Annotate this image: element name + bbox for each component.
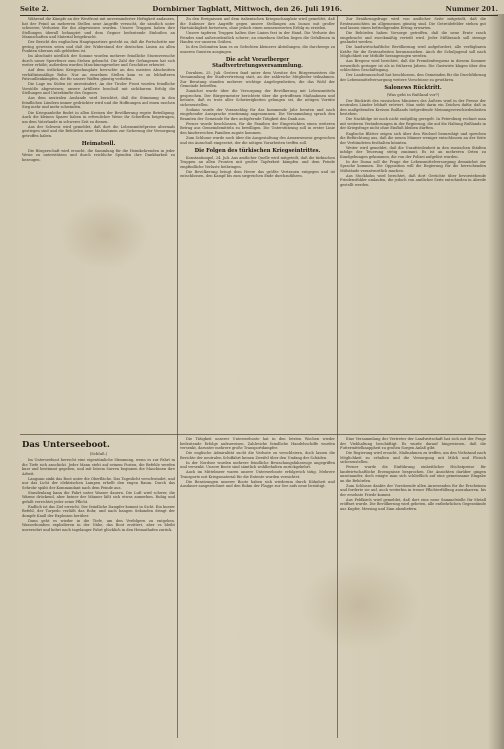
page-header [20,3,498,16]
paragraph: Die Bevölkerung bringt dem Heere das größte Vertrauen entgegen und ist entschlossen, den Kampf bis zum siegreichen Ende durchzuführen. [180,169,335,179]
article-heading: Die acht Vorarlberger Stadtvertretungsversammlung. [212,56,303,69]
article-heading: Heimatsoll. [81,140,116,147]
paragraph: Ferner wurde die Einführung einheitlicher Höchstpreise für landwirtschaftliche Erzeugnisse besprochen. Die Ansichten darüber gingen auseinander, doch einigte man sich schließlich auf eine gemeinsame Eingabe an die Behörden. [340,465,486,483]
paragraph: In der Nordsee wurden mehrere feindliche Bewachungsfahrzeuge angegriffen und versenkt. Unsere Boote sind sämtlich wohlbehalten zurückgekehrt. [180,460,335,470]
paragraph: Die Tätigkeit unserer Unterseeboote hat in den letzten Wochen wieder bedeutende Erfolge aufzuweisen. Zahlreiche feindliche Handelsschiffe wurden versenkt, darunter mehrere große Transportdampfer. [180,437,335,450]
paragraph: Ferner wurde beschlossen, für die Familien der Eingerückten einen weiteren Betrag aus Gemeindemitteln zu bewilligen. Die Unterstützung soll in erster Linie den kinderreichen Familien zugute kommen. [180,121,335,135]
feuilleton-title: Das Unterseeboot. [22,440,110,450]
article-heading: Salonews Rücktritt. [384,84,442,91]
paragraph: Die Lage im Süden ist unverändert. An der Tiroler Front wurden feindliche Vorstöße abgewiesen; unsere Artillerie beschoß mit sichtbarem Erfolg die Stellungen und Unterkünfte des Gegners. [22,82,175,96]
paragraph: In der Duma soll die Frage der Lebensmittelversorgung demnächst zur Sprache kommen. Die Opposition will die Regierung für die herrschenden Mißstände verantwortlich machen. [340,159,486,173]
paragraph: Aus Stockholm wird berichtet, daß dort Gerüchte über bevorstehende Friedensfühler umlaufen, die jedoch von amtlicher Seite entschieden in Abrede gestellt werden. [340,173,486,187]
paragraph: Die Besatzungen unserer Boote haben sich wiederum durch Kühnheit und Ausdauer ausgezeichnet und den Ruhm der Flagge zur See aufs neue bestätigt. [180,479,335,489]
paragraph: Aus Feldkirch wird gemeldet, daß dort eine neue Sammelstelle für Metall eröffnet wurde. Die Bevölkerung wird gebeten, alle entbehrlichen Gegenstände aus Kupfer, Messing und Zinn abzuliefern. [340,497,486,511]
paper-stain [60,200,150,270]
article-heading: Die Folgen des türkischen Kriegseintrittes. [194,147,321,154]
paragraph: Die Bürgerschaft wird ersucht, die Sammlung für die Heimkehrenden in jeder Weise zu unterstützen und durch reichliche Spenden ihre Dankbarkeit zu bezeugen. [22,148,175,162]
paragraph: Der Bericht des englischen Hauptquartiers gesteht zu, daß die Fortschritte nur gering gewesen seien und daß der Widerstand der deutschen Linien an allen Punkten überaus zäh geblieben ist. [22,40,175,54]
article-body [340,146,486,188]
feuilleton-subtitle: (Schluß.) [89,451,108,456]
paragraph: Aus Bregenz wird berichtet, daß die Fremdenfrequenz in diesem Sommer wesentlich geringer ist als in früheren Jahren. Die Gastwirte klagen über den schlechten Geschäftsgang. [340,59,486,73]
paragraph: Aus der Schweiz wird gemeldet, daß dort die Lebensmittelpreise abermals gestiegen sind und die Behörden neue Maßnahmen zur Sicherung der Versorgung getroffen haben. [22,124,175,138]
column-4-bottom [22,437,175,737]
page-number: Seite 2. [20,5,49,13]
paragraph: Die Regierung wird ersucht, Maßnahmen zu treffen, um den Viehstand nach Möglichkeit zu erhalten und die Versorgung mit Milch und Fleisch sicherzustellen. [340,451,486,465]
article-body [180,156,335,179]
article-body [22,458,175,532]
paragraph: Zunächst wurde über die Versorgung der Bevölkerung mit Lebensmitteln gesprochen. Der Bürgermeister berichtete über die getroffenen Maßnahmen und betonte, daß es trotz aller Schwierigkeiten gelungen sei, die nötigen Vorräte sicherzustellen. [180,89,335,107]
paragraph: Englische Blätter zeigen sich über den Wechsel beunruhigt und sprechen die Befürchtung aus, daß die neuen Männer weniger entschlossen an der Seite der Verbündeten festhalten könnten. [340,131,486,145]
article-body [340,17,486,82]
paragraph: Zum Schlusse dankte der Vorsitzende allen Anwesenden für ihr Erscheinen und forderte sie auf, auch weiterhin in treuer Pflichterfüllung auszuharren, bis der ersehnte Friede kommt. [340,483,486,497]
issue-number: Nummer 201. [445,5,498,13]
paragraph: Endlich ist das Ziel erreicht. Der feindliche Dampfer kommt in Sicht. Ein kurzer Befehl, der Torpedo verläßt das Rohr, und nach bangen Sekunden dringt der dumpfe Knall der Explosion herüber. [22,504,175,518]
paragraph: Im Abschnitt nördlich der Somme wurden mehrere feindliche Sturmversuche durch unser Sperrfeuer zum Stehen gebracht. Die Zahl der Gefangenen hat sich weiter erhöht; außerdem wurden Maschinengewehre und Geschütze erbeutet. [22,54,175,68]
page-crease-shadow [488,14,504,749]
paragraph: Während die Kämpfe an der Westfront mit unverminderter Heftigkeit andauern, hat der Feind an mehreren Stellen neue Angriffe versucht, die sämtlich unter schweren Verlusten für ihn abgewiesen wurden. Unsere Truppen haben ihre Stellungen überall behauptet und dem Gegner bedeutende Einbußen an Mannschaften und Material beigebracht. [22,17,175,39]
paragraph: Die landwirtschaftliche Bevölkerung wird aufgefordert, alle verfügbaren Kräfte für die Erntearbeiten heranzuziehen. Auch die Schuljugend soll nach Möglichkeit zur Mithilfe herangezogen werden. [340,45,486,59]
paragraph: Die Kriegsanleihe findet in allen Kreisen der Bevölkerung regste Beteiligung. Auch die kleinen Sparer haben in erfreulicher Weise ihr Scherflein beigetragen, um dem Vaterlande in schwerer Zeit zu dienen. [22,110,175,124]
paragraph: Langsam sinkt das Boot unter die Oberfläche. Das Tageslicht verschwindet, und nur das Licht der elektrischen Lampen erhellt den engen Raum. Durch das Sehrohr späht der Kommandant nach dem Feinde aus. [22,476,175,490]
article-body [180,17,335,54]
paragraph: Zur Ernährungsfrage wird von amtlicher Seite mitgeteilt, daß die Ernteaussichten im allgemeinen günstig sind. Die Getreidefelder stehen gut und lassen einen befriedigenden Ertrag erwarten. [340,17,486,30]
paper-stain [300,560,420,650]
paragraph: Auf dem östlichen Kriegsschauplatz herrschte an den meisten Abschnitten verhältnismäßige Ruhe. Nur an einzelnen Stellen kam es zu lebhafteren Patrouillenkämpfen, die für unsere Waffen günstig verliefen. [22,68,175,82]
paragraph: In den Dolomiten kam es zu Gefechten kleinerer Abteilungen, die durchwegs zu unseren Gunsten ausgingen. [180,45,335,54]
paragraph: Konstantinopel, 24. Juli. Aus amtlicher Quelle wird mitgeteilt, daß die türkischen Truppen an allen Fronten mit großer Tapferkeit kämpfen und dem Feinde empfindliche Verluste beibringen. [180,155,335,169]
paragraph: Stundenlang kann die Fahrt unter Wasser dauern. Die Luft wird schwer, die Wärme drückend, aber keiner der Männer läßt sich etwas anmerken. Ruhig und gefaßt verrichtet jeder seine Pflicht. [22,490,175,504]
paragraph: Aus dem neutralen Auslande wird berichtet, daß die Stimmung in den feindlichen Ländern immer gedrückter wird und die Hoffnungen auf einen raschen Sieg mehr und mehr schwinden. [22,96,175,110]
column-2-top [180,17,335,432]
paragraph: Eine Versammlung der Vertreter der Landwirtschaft hat sich mit der Frage der Viehhaltung beschäftigt. Es wurde darauf hingewiesen, daß die Futtermittelknappheit zu großen Sorgen Anlaß gibt. [340,437,486,450]
paragraph: Dornbirn, 25. Juli. Gestern fand unter dem Vorsitze des Bürgermeisters die Versammlung der Stadtvertretung statt, an der zahlreiche Mitglieder teilnahmen. Zur Beratung standen mehrere wichtige Angelegenheiten, die das Wohl der Gemeinde betreffen. [180,70,335,89]
paragraph: Auch im Mittelmeer waren unsere Unterseeboote erfolgreich tätig. Mehrere Transporte mit Kriegsmaterial für die Entente wurden vernichtet. [180,470,335,479]
paragraph: Die Nachfolge ist noch nicht endgültig geregelt. In Petersburg rechnet man mit weiteren Veränderungen in der Regierung, die auf die Haltung Rußlands in der Kriegsfrage nicht ohne Einfluß bleiben dürften. [340,117,486,131]
column-rule-1 [177,16,178,738]
article-body [340,437,486,511]
paragraph: Zu den Ereignissen auf dem italienischen Kriegsschauplatz wird gemeldet, daß die Italiener ihre Angriffe gegen unsere Stellungen am Isonzo mit großer Hartnäckigkeit fortsetzen, ohne jedoch einen nennenswerten Erfolg zu erzielen. [180,17,335,30]
article-body [22,17,175,138]
paragraph: Dann geht es wieder in die Tiefe, um den Verfolgern zu entgehen. Wasserbomben explodieren in der Nähe, das Boot erzittert, aber es bleibt unversehrt und kehrt nach tagelanger Fahrt glücklich in den Heimathafen zurück. [22,518,175,532]
paragraph: Weiter wird gemeldet, daß die Unzufriedenheit in den russischen Städten infolge der Teuerung stetig zunimmt. Es ist an mehreren Orten zu Kundgebungen gekommen, die von der Polizei aufgelöst wurden. [340,145,486,159]
paragraph: Der Rücktritt des russischen Ministers des Äußern wird in der Presse der neutralen Länder lebhaft erörtert. Man sieht darin ein Zeichen dafür, daß in den maßgebenden Kreisen Rußlands tiefgreifende Meinungsverschiedenheiten bestehen. [340,98,486,117]
paragraph: Der Landesausschuß hat beschlossen, den Gemeinden für die Durchführung der Lebensmittelversorgung weitere Vorschüsse zu gewähren. [340,73,486,82]
masthead-date: Dornbirner Tagblatt, Mittwoch, den 26. Juli 1916. [152,5,342,13]
paragraph: Zum Schlusse wurde noch über die Ausgestaltung des Armenwesens gesprochen und ein Ausschuß eingesetzt, der die nötigen Vorarbeiten treffen soll. [180,136,335,145]
paragraph: Die Behörden haben Vorsorge getroffen, daß die neue Ernte rasch eingebracht und zweckmäßig verteilt wird. Jeder Mißbrauch soll strenge geahndet werden. [340,31,486,45]
column-3-top [340,17,486,432]
paragraph: Im Unterseeboot herrscht eine eigentümliche Stimmung, wenn es zur Fahrt in die Tiefe sich anschickt. Jeder Mann steht auf seinem Posten, die Befehle werden kurz und bestimmt gegeben, und mit leisem Surren beginnen die Maschinen ihre Arbeit. [22,458,175,476]
paragraph: Unsere tapferen Truppen halten ihre Linien fest in der Hand. Die Verluste des Feindes sind außerordentlich schwer; an einzelnen Stellen liegen die Gefallenen in Haufen vor unseren Gräben. [180,31,335,45]
article-body [180,71,335,145]
paragraph: Die englische Admiralität sucht die Verluste zu verschleiern, doch lassen die Berichte der neutralen Schiffahrt keinen Zweifel über den Umfang der Schäden. [180,451,335,460]
article-subheading: (Was geht in Rußland vor?) [386,91,440,97]
article-body [22,149,175,163]
article-body [340,99,486,145]
paragraph: Sodann wurde der Voranschlag für das kommende Jahr beraten und nach eingehender Aussprache einstimmig angenommen. Die Versammlung sprach den Beamten der Gemeinde für ihre aufopfernde Tätigkeit den Dank aus. [180,107,335,121]
article-body [180,437,335,489]
section-divider [20,434,486,435]
